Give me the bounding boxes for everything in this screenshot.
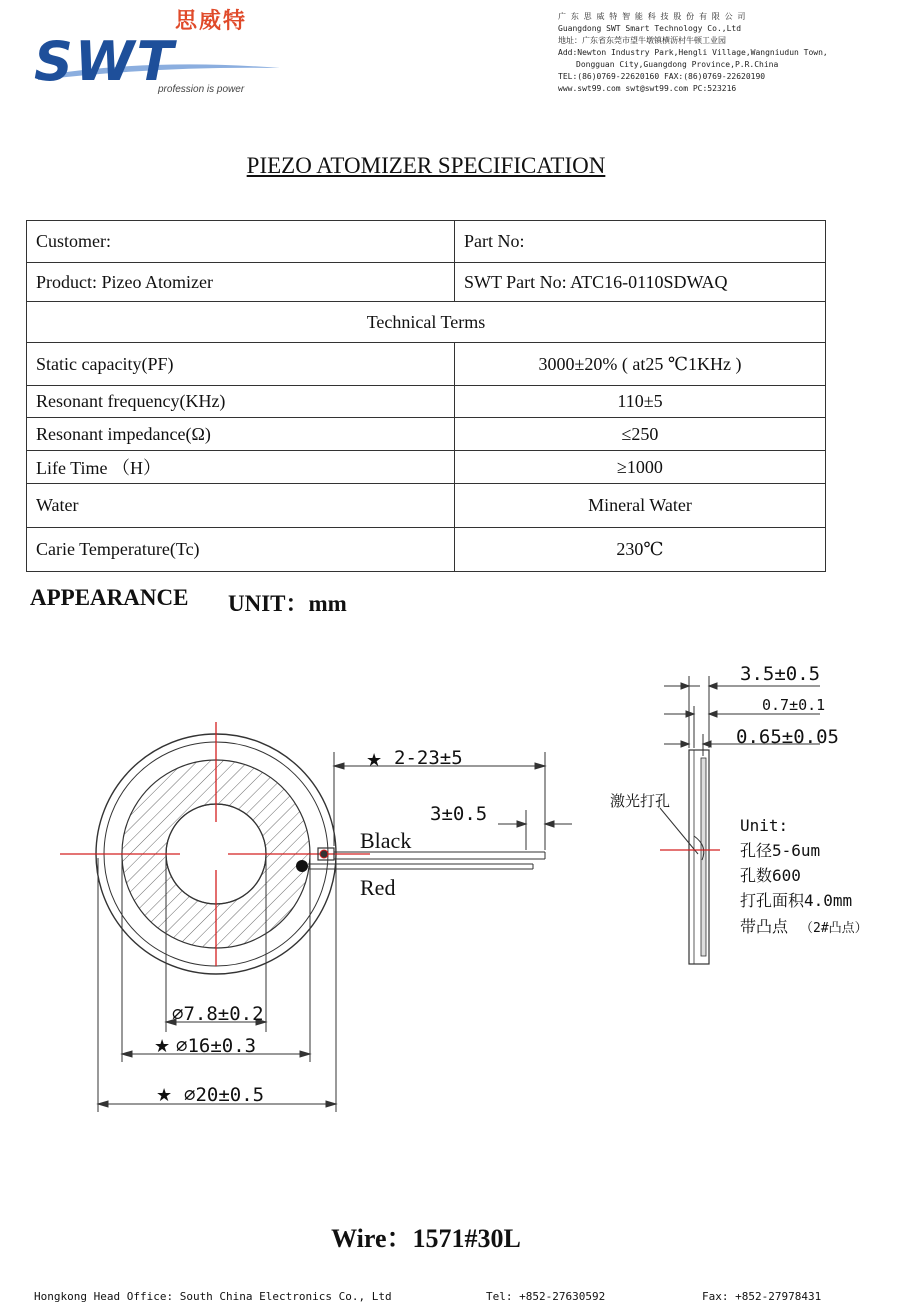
- footer-fax: Fax: +852-27978431: [702, 1290, 822, 1303]
- note-line: 带凸点: [740, 917, 789, 936]
- spec-value: 3000±20% ( at25 ℃1KHz ): [455, 343, 826, 386]
- document-title: [0, 153, 852, 179]
- arrowhead: [681, 683, 717, 747]
- dim-piezo-thickness: 0.65±0.05: [736, 726, 839, 748]
- spec-value: ≥1000: [455, 451, 826, 484]
- section-heading: Technical Terms: [27, 302, 826, 343]
- unit-heading: UNIT：mm: [228, 591, 347, 616]
- red-wire-label: Red: [360, 875, 396, 900]
- dim-wire-length: 2-23±5: [394, 747, 463, 769]
- logo-text: SWT: [34, 30, 176, 93]
- company-line: TEL:(86)0769-22620160 FAX:(86)0769-22620190: [558, 72, 766, 81]
- table-row: [27, 484, 826, 528]
- appearance-heading: APPEARANCE: [30, 585, 189, 610]
- table-row: [27, 263, 826, 302]
- table-row: [27, 528, 826, 572]
- swt-part-no-cell: SWT Part No: ATC16-0110SDWAQ: [455, 263, 826, 302]
- table-row: [27, 302, 826, 343]
- company-line: www.swt99.com swt@swt99.com PC:523216: [558, 84, 737, 93]
- leader-line: [660, 808, 698, 854]
- star-mark: ★: [366, 750, 383, 771]
- dim-total-thickness: 3.5±0.5: [740, 663, 821, 685]
- wires: [308, 848, 545, 869]
- product-cell: Product: Pizeo Atomizer: [27, 263, 455, 302]
- dim-plate-thickness: 0.7±0.1: [762, 696, 826, 714]
- spec-value: 110±5: [455, 386, 826, 418]
- company-line: Guangdong SWT Smart Technology Co.,Ltd: [558, 24, 742, 33]
- logo-tagline: profession is power: [158, 84, 245, 95]
- note-sub: （2#凸点）: [800, 921, 868, 936]
- table-row: [27, 221, 826, 263]
- technical-drawing: [0, 640, 900, 1140]
- company-line: 广 东 思 威 特 智 能 科 技 股 份 有 限 公 司: [558, 12, 746, 21]
- arrowhead: [517, 821, 554, 827]
- spec-label: Carie Temperature(Tc): [27, 528, 455, 572]
- note-line: 打孔面积4.0mm: [740, 891, 853, 910]
- dim-electrode-diameter: ⌀16±0.3: [176, 1035, 257, 1057]
- spec-label: Resonant frequency(KHz): [27, 386, 455, 418]
- table-row: [27, 451, 826, 484]
- spec-value: 230℃: [455, 528, 826, 572]
- note-line: 孔径5-6um: [740, 841, 821, 860]
- laser-drilling-label: 激光打孔: [610, 792, 671, 810]
- dim-outer-diameter: ⌀20±0.5: [184, 1084, 265, 1106]
- spec-label: Resonant impedance(Ω): [27, 418, 455, 451]
- note-line: Unit:: [740, 816, 789, 835]
- table-row: [27, 386, 826, 418]
- spec-value: ≤250: [455, 418, 826, 451]
- company-line: Add:Newton Industry Park,Hengli Village,Wangniudun Town,: [558, 48, 828, 57]
- customer-cell: Customer:: [27, 221, 455, 263]
- wire-spec: Wire：1571#30L: [331, 1224, 521, 1253]
- footer-tel: Tel: +852-27630592: [486, 1290, 606, 1303]
- logo-chinese-name: 思威特: [175, 9, 248, 34]
- table-row: [27, 343, 826, 386]
- company-info: [558, 11, 828, 95]
- company-line: 地址：广东省东莞市望牛墩镇横沥村牛顿工业园: [558, 36, 726, 45]
- spec-value: Mineral Water: [455, 484, 826, 528]
- black-wire-end: [320, 850, 328, 858]
- footer: [34, 1290, 834, 1308]
- notes: [740, 816, 868, 936]
- company-line: Dongguan City,Guangdong Province,P.R.China: [576, 60, 779, 69]
- dim-strip-length: 3±0.5: [430, 803, 488, 825]
- spec-label: Life Time （H）: [27, 451, 455, 484]
- star-mark: ★: [156, 1085, 173, 1106]
- part-no-cell: Part No:: [455, 221, 826, 263]
- solder-point: [296, 860, 308, 872]
- dim-inner-diameter: ⌀7.8±0.2: [172, 1003, 264, 1025]
- spec-label: Water: [27, 484, 455, 528]
- note-line: 孔数600: [740, 866, 801, 885]
- footer-office: Hongkong Head Office: South China Electronics Co., Ltd: [34, 1290, 392, 1303]
- black-wire-label: Black: [360, 828, 412, 853]
- spec-table: [26, 220, 826, 572]
- title-text: PIEZO ATOMIZER SPECIFICATION: [246, 153, 606, 178]
- star-mark: ★: [154, 1036, 171, 1057]
- table-row: [27, 418, 826, 451]
- spec-label: Static capacity(PF): [27, 343, 455, 386]
